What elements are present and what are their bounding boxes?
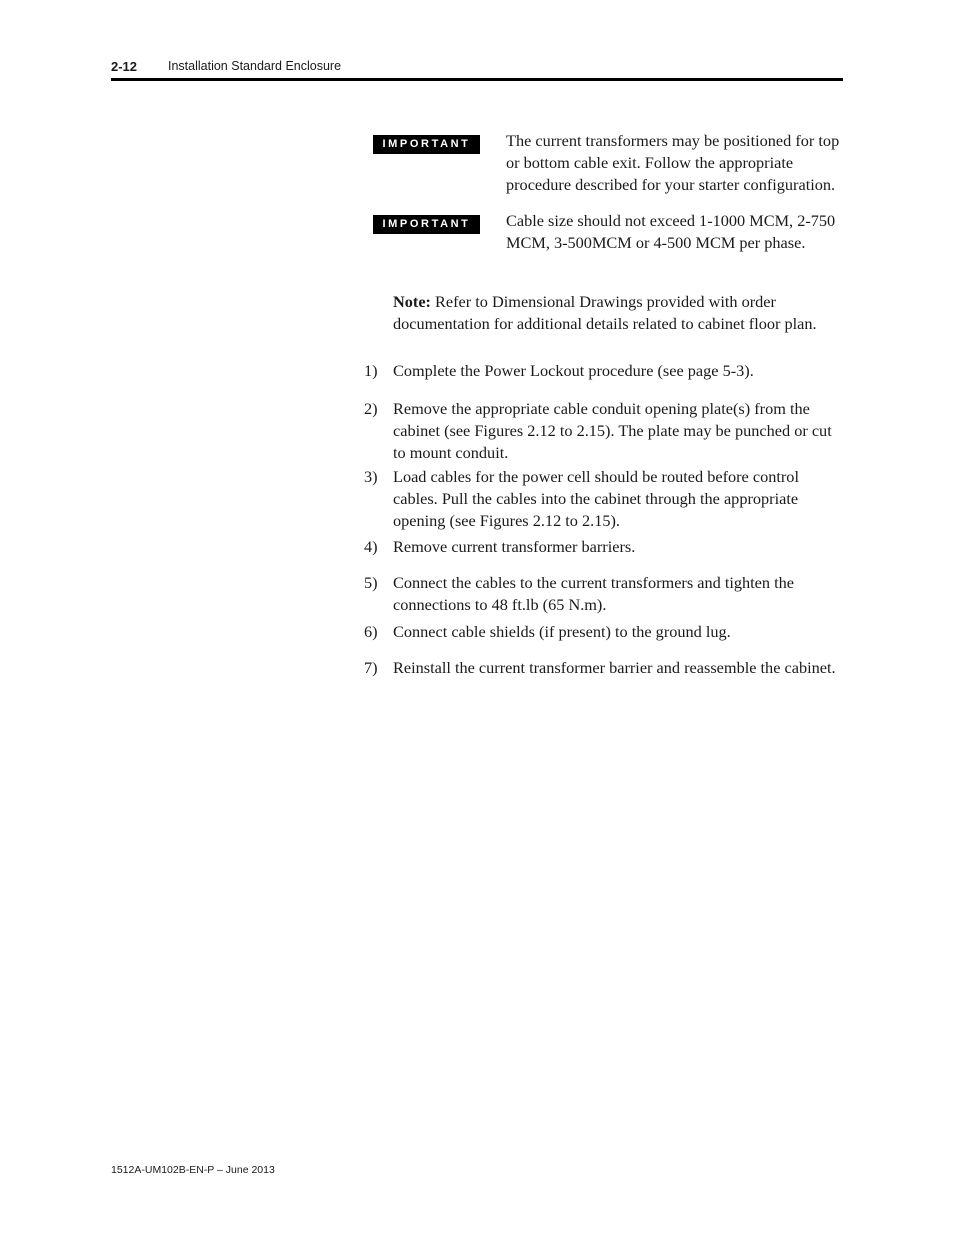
page-header — [111, 58, 843, 81]
step-number: 3) — [364, 467, 378, 486]
page-number: 2-12 — [111, 59, 138, 74]
important-badge: IMPORTANT — [373, 215, 480, 234]
step-text: Remove current transformer barriers. — [393, 537, 636, 556]
important-badge: IMPORTANT — [373, 135, 480, 154]
step-text: Complete the Power Lockout procedure (see page 5-3). — [393, 361, 754, 380]
step-number: 2) — [364, 399, 378, 418]
important-text: The current transformers may be positioned for top or bottom cable exit. Follow the appropriate procedure described for your starter configuration. — [506, 131, 840, 194]
step-number: 4) — [364, 537, 378, 556]
note-text: Refer to Dimensional Drawings provided with order documentation for additional details related to cabinet floor plan. — [393, 292, 817, 333]
step-number: 5) — [364, 573, 378, 592]
step-text: Load cables for the power cell should be routed before control cables. Pull the cables into the cabinet through the appropriate opening (see Figures 2.12 to 2.15). — [393, 467, 799, 530]
step-text: Connect cable shields (if present) to the ground lug. — [393, 622, 731, 641]
note-paragraph — [393, 291, 843, 335]
step-text: Connect the cables to the current transformers and tighten the connections to 48 ft.lb (65 N.m). — [393, 573, 795, 614]
step-text: Reinstall the current transformer barrier and reassemble the cabinet. — [393, 658, 836, 677]
step-text: Remove the appropriate cable conduit opening plate(s) from the cabinet (see Figures 2.12 to 2.15). The plate may be punched or cut to mount conduit. — [393, 399, 832, 462]
step-number: 1) — [364, 361, 378, 380]
step-number: 6) — [364, 622, 378, 641]
important-text: Cable size should not exceed 1-1000 MCM, 2-750 MCM, 3-500MCM or 4-500 MCM per phase. — [506, 211, 836, 252]
step-number: 7) — [364, 658, 378, 677]
note-label: Note: — [393, 292, 431, 311]
section-title: Installation Standard Enclosure — [168, 59, 342, 73]
page-footer: 1512A-UM102B-EN-P – June 2013 — [111, 1164, 275, 1176]
